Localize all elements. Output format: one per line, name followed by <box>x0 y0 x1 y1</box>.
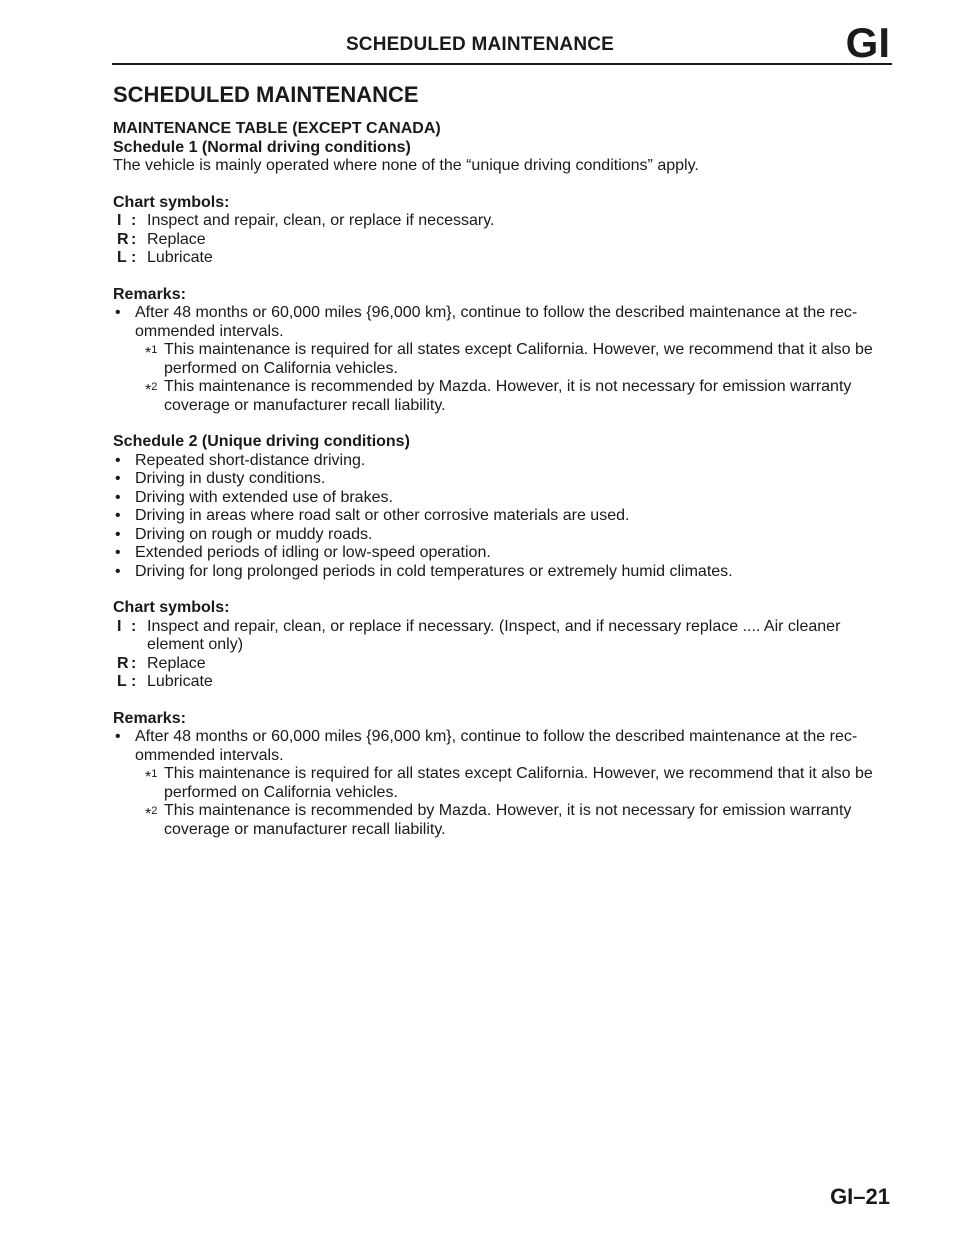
schedule2-remark <box>113 728 893 765</box>
bullet-icon: • <box>115 470 121 487</box>
symbol-text: Inspect and repair, clean, or replace if necessary. (Inspect, and if necessary replace .... Air cleaner element only) <box>147 617 841 653</box>
symbol-letter: R <box>117 654 129 672</box>
note-text: This maintenance is required for all states except California. However, we recommend that it also be performed on California vehicles. <box>164 341 873 377</box>
schedule2-note <box>133 765 893 802</box>
symbol-text: Replace <box>147 230 206 248</box>
symbol-letter: I <box>117 617 122 635</box>
condition-item: • Extended periods of idling or low-speed operation. <box>115 544 491 561</box>
note-text: This maintenance is recommended by Mazda. However, it is not necessary for emission warranty coverage or manufacturer recall liability. <box>164 802 852 838</box>
symbol-text: Lubricate <box>147 249 213 266</box>
schedule1-symbols-heading: Chart symbols: <box>113 193 230 211</box>
header-divider <box>112 63 892 65</box>
symbol-colon: : <box>131 617 137 635</box>
symbol-text: Lubricate <box>147 673 213 690</box>
bullet-icon: • <box>115 525 121 543</box>
symbol-letter: L <box>117 249 127 266</box>
symbol-text: Replace <box>147 654 206 672</box>
symbol-letter: L <box>117 673 127 690</box>
remark-text: After 48 months or 60,000 miles {96,000 km}, continue to follow the described maintenance at the rec-ommended intervals. <box>135 728 858 764</box>
note-marker: *$^1$ <box>145 768 158 786</box>
note-marker: *$^1$ <box>145 344 158 362</box>
note-marker: *$^2$ <box>145 805 158 823</box>
condition-item: • Driving for long prolonged periods in cold temperatures or extremely humid climates. <box>115 562 733 580</box>
schedule1-heading: Schedule 1 (Normal driving conditions) <box>113 138 411 156</box>
note-marker: *$^2$ <box>145 381 158 399</box>
running-header-title: SCHEDULED MAINTENANCE <box>345 34 615 55</box>
schedule2-note <box>133 802 893 839</box>
schedule2-remarks-heading: Remarks: <box>113 709 186 727</box>
schedule1-symbol-row <box>113 212 893 231</box>
section-code: GI <box>845 19 890 66</box>
bullet-icon: • <box>115 728 121 745</box>
symbol-colon: : <box>131 212 137 229</box>
schedule2-symbol-row <box>113 618 893 655</box>
schedule2-heading: Schedule 2 (Unique driving conditions) <box>113 433 410 450</box>
condition-item: • Driving with extended use of brakes. <box>115 488 393 506</box>
page-title: SCHEDULED MAINTENANCE <box>113 82 419 107</box>
schedule2-symbols-heading: Chart symbols: <box>113 599 230 616</box>
note-text: This maintenance is required for all states except California. However, we recommend that it also be performed on California vehicles. <box>164 765 873 801</box>
bullet-icon: • <box>115 562 121 580</box>
schedule2-symbol-row <box>113 655 893 674</box>
symbol-text: Inspect and repair, clean, or replace if necessary. <box>147 212 495 229</box>
schedule2-symbol-row <box>113 673 893 692</box>
note-text: This maintenance is recommended by Mazda. However, it is not necessary for emission warranty coverage or manufacturer recall liability. <box>164 378 852 414</box>
schedule1-note <box>133 341 893 378</box>
bullet-icon: • <box>115 488 121 506</box>
schedule1-symbol-row <box>113 249 893 268</box>
symbol-letter: I <box>117 212 122 229</box>
page-content <box>113 82 893 839</box>
table-heading: MAINTENANCE TABLE (EXCEPT CANADA) <box>113 120 441 137</box>
condition-item: • Driving on rough or muddy roads. <box>115 525 373 543</box>
symbol-colon: : <box>131 673 137 690</box>
condition-item: • Driving in dusty conditions. <box>115 470 326 487</box>
bullet-icon: • <box>115 304 121 321</box>
schedule1-remark <box>113 304 893 341</box>
condition-item: • Driving in areas where road salt or other corrosive materials are used. <box>115 507 630 524</box>
schedule1-description: The vehicle is mainly operated where none of the “unique driving conditions” apply. <box>113 157 699 174</box>
symbol-colon: : <box>131 230 137 248</box>
schedule1-remarks-heading: Remarks: <box>113 285 186 303</box>
schedule1-symbol-row <box>113 231 893 250</box>
condition-item: • Repeated short-distance driving. <box>115 451 366 469</box>
bullet-icon: • <box>115 451 121 469</box>
symbol-letter: R <box>117 230 129 248</box>
bullet-icon: • <box>115 507 121 524</box>
bullet-icon: • <box>115 544 121 561</box>
remark-text: After 48 months or 60,000 miles {96,000 km}, continue to follow the described maintenance at the rec-ommended intervals. <box>135 304 858 340</box>
symbol-colon: : <box>131 249 137 266</box>
symbol-colon: : <box>131 654 137 672</box>
schedule1-note <box>133 378 893 415</box>
page-number: GI–21 <box>830 1184 890 1209</box>
